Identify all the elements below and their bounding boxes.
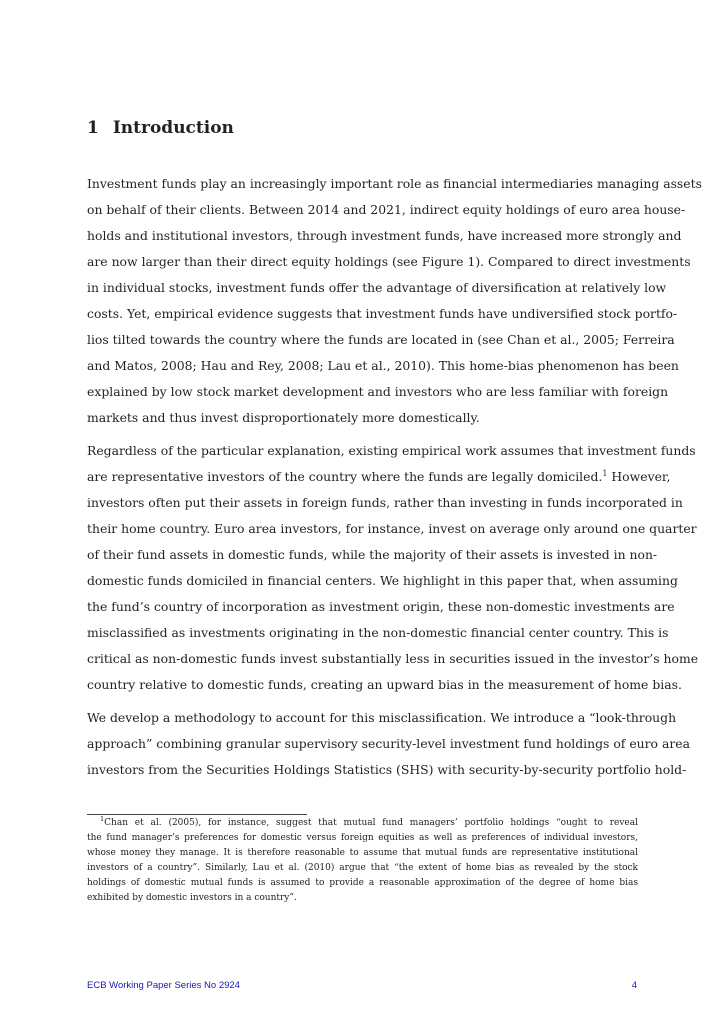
footer-page-number: 4 (631, 980, 637, 991)
body-text (87, 171, 702, 790)
text-line: lios tilted towards the country where the funds are located in (see Chan et al., 2005; Ferreira (87, 332, 675, 347)
paragraph-1 (87, 171, 702, 431)
footer-series-link[interactable]: ECB Working Paper Series No 2924 (87, 980, 240, 991)
footnote-reference[interactable]: 1 (602, 469, 608, 478)
footnote-divider (87, 814, 307, 815)
text-line: are now larger than their direct equity holdings (see Figure 1). Compared to direct investments (87, 254, 691, 269)
text-line: investors from the Securities Holdings Statistics (SHS) with security-by-security portfolio hold- (87, 762, 687, 777)
text-line: of their fund assets in domestic funds, while the majority of their assets is invested in non- (87, 547, 658, 562)
footnote-mark: 1 (100, 815, 105, 823)
section-title: Introduction (112, 118, 234, 138)
footnote-line: exhibited by domestic investors in a country”. (87, 893, 297, 903)
text-line: misclassified as investments originating in the non-domestic financial center country. This is (87, 625, 669, 640)
footnote-line: whose money they manage. It is therefore reasonable to assume that mutual funds are representative institutional (87, 848, 638, 858)
footnote-line: the fund manager’s preferences for domestic versus foreign equities as well as preferences of individual investors, (87, 833, 638, 843)
text-line: investors often put their assets in foreign funds, rather than investing in funds incorporated in (87, 495, 683, 510)
text-segment: are representative investors of the country where the funds are legally domiciled. (87, 469, 603, 484)
text-line: Investment funds play an increasingly important role as financial intermediaries managing assets (87, 176, 702, 191)
text-line: critical as non-domestic funds invest substantially less in securities issued in the investor’s home (87, 651, 699, 666)
text-line: approach” combining granular supervisory security-level investment fund holdings of euro area (87, 736, 690, 751)
section-number: 1 (87, 118, 99, 138)
text-line: in individual stocks, investment funds offer the advantage of diversification at relatively low (87, 280, 667, 295)
text-line: We develop a methodology to account for this misclassification. We introduce a “look-through (87, 710, 677, 725)
footnote-line (87, 816, 638, 831)
footnote-1 (87, 816, 638, 906)
text-line: the fund’s country of incorporation as investment origin, these non-domestic investments are (87, 599, 675, 614)
text-line: country relative to domestic funds, creating an upward bias in the measurement of home bias. (87, 677, 682, 692)
text-line: costs. Yet, empirical evidence suggests that investment funds have undiversified stock portfo- (87, 306, 678, 321)
text-line-with-footnote (87, 464, 671, 490)
footnote-line: investors of a country”. Similarly, Lau et al. (2010) argue that “the extent of home bias as revealed by the stock (87, 863, 638, 873)
footnote-text: Chan et al. (2005), for instance, suggest that mutual fund managers’ portfolio holdings “ought to reveal (104, 818, 638, 828)
text-line: and Matos, 2008; Hau and Rey, 2008; Lau et al., 2010). This home-bias phenomenon has been (87, 358, 679, 373)
text-line: markets and thus invest disproportionately more domestically. (87, 410, 480, 425)
paragraph-3 (87, 705, 690, 783)
paragraph-2 (87, 438, 699, 698)
text-line: explained by low stock market development and investors who are less familiar with foreign (87, 384, 669, 399)
text-segment: However, (607, 469, 671, 484)
text-line: holds and institutional investors, through investment funds, have increased more strongly and (87, 228, 682, 243)
text-line: on behalf of their clients. Between 2014 and 2021, indirect equity holdings of euro area house- (87, 202, 686, 217)
section-heading (87, 118, 234, 138)
text-line: their home country. Euro area investors, for instance, invest on average only around one quarter (87, 521, 697, 536)
text-line: domestic funds domiciled in financial centers. We highlight in this paper that, when assuming (87, 573, 678, 588)
footnote-line: holdings of domestic mutual funds is assumed to provide a reasonable approximation of the degree of home bias (87, 878, 638, 888)
text-line: Regardless of the particular explanation, existing empirical work assumes that investment funds (87, 443, 696, 458)
